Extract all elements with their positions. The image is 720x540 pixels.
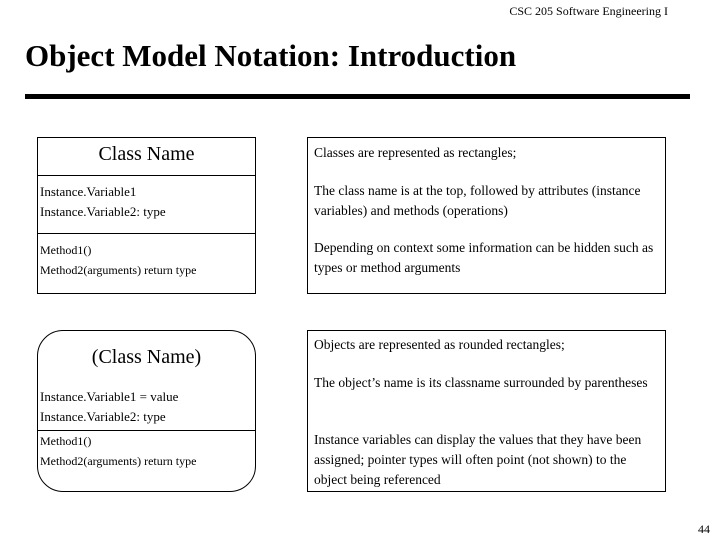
class-method: Method2(arguments) return type [40, 263, 197, 277]
class-description-text: The class name is at the top, followed by attributes (instance variables) and methods (operations) [314, 183, 641, 218]
object-attribute: Instance.Variable2: type [40, 409, 166, 424]
object-description-text: The object’s name is its classname surrounded by parentheses [314, 375, 648, 390]
object-description-text: Instance variables can display the values that they have been assigned; pointer types will often point (not shown) to the object being referenced [314, 432, 642, 487]
object-description-text: Objects are represented as rounded rectangles; [314, 337, 565, 352]
slide-title: Object Model Notation: Introduction [25, 38, 517, 73]
class-name-label: Class Name [98, 143, 195, 165]
object-methods-section [38, 430, 255, 491]
class-description-text: Classes are represented as rectangles; [314, 145, 517, 160]
object-attribute: Instance.Variable1 = value [40, 389, 179, 404]
object-method: Method2(arguments) return type [40, 454, 197, 468]
class-attribute: Instance.Variable2: type [40, 204, 166, 219]
course-header: CSC 205 Software Engineering I [509, 4, 668, 18]
object-description-box [307, 330, 666, 492]
object-method: Method1() [40, 434, 92, 448]
class-methods-section [38, 233, 255, 293]
object-name-label: (Class Name) [91, 346, 202, 368]
class-description-text: Depending on context some information can be hidden such as types or method arguments [314, 240, 654, 275]
class-description-box [307, 137, 666, 294]
object-diagram [37, 330, 256, 492]
class-diagram [37, 137, 256, 294]
title-divider [25, 94, 690, 99]
class-method: Method1() [40, 243, 92, 257]
page-number: 44 [698, 522, 710, 536]
class-attributes-section [38, 175, 255, 233]
object-attributes-section [38, 387, 255, 427]
class-attribute: Instance.Variable1 [40, 184, 137, 199]
